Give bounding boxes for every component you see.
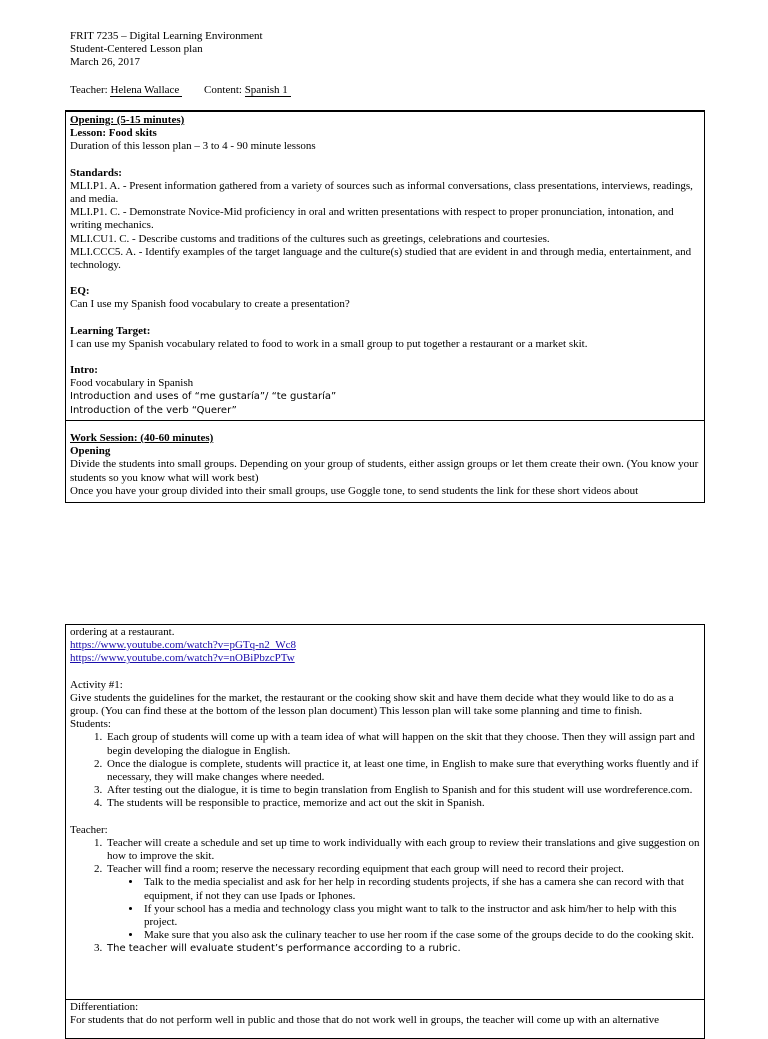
content-label: Content: — [204, 84, 245, 96]
standard-item: MLI.P1. A. - Present information gathered from a variety of sources such as informal conversations, class presentations, interviews, readings, and media. — [70, 179, 693, 206]
work-session-subheading: Opening — [70, 445, 111, 458]
student-step: 1. Each group of students will come up with a team idea of what will happen on the skit that they choose. Then they will assign part and begin developing the dialogue in English. — [105, 731, 700, 757]
teacher-step-text: Teacher will find a room; reserve the necessary recording equipment that each group will need to record their project. — [107, 863, 624, 876]
learning-target-heading: Learning Target: — [70, 324, 151, 337]
activity-section — [65, 624, 705, 1000]
opening-section — [65, 110, 705, 421]
activity-text: Give students the guidelines for the market, the restaurant or the cooking show skit and have them decide what they would like to do as a group. (You can find these at the bottom of the lesson plan document) This lesson plan will take some planning and time to finish. — [70, 691, 674, 718]
video-link-2[interactable]: https://www.youtube.com/watch?v=nOBiPbzcPTw — [70, 652, 295, 665]
eq-heading: EQ: — [70, 285, 90, 298]
lesson-duration: Duration of this lesson plan – 3 to 4 - 90 minute lessons — [70, 140, 316, 153]
standard-item: MLI.P1. C. - Demonstrate Novice-Mid proficiency in oral and written presentations with respect to proper pronunciation, intonation, and writing mechanics. — [70, 206, 674, 232]
teacher-label: Teacher: — [70, 84, 111, 96]
work-session-section — [65, 420, 705, 503]
teacher-name: Helena Wallace — [110, 84, 183, 96]
standard-item: MLI.CU1. C. - Describe customs and traditions of the cultures such as greetings, celebrations and courtesies. — [70, 232, 550, 245]
teacher-bullet: • Talk to the media specialist and ask for her help in recording students projects, if she has a camera she can record with that equipment, if not they can use Ipads or Iphones. — [142, 876, 700, 902]
differentiation-section — [65, 999, 705, 1039]
document-header — [70, 30, 710, 70]
differentiation-text: For students that do not perform well in public and those that do not work well in groups, the teacher will come up with an alternative — [70, 1014, 659, 1027]
work-session-heading: Work Session: (40-60 minutes) — [70, 432, 214, 444]
plan-type: Student-Centered Lesson plan — [70, 43, 203, 56]
standard-item: MLI.CCC5. A. - Identify examples of the target language and the culture(s) studied that are evident in and through media, entertainment, and technology. — [70, 245, 692, 272]
teacher-step-text: The teacher will evaluate student’s performance according to a rubric. — [107, 943, 461, 955]
course-title: FRIT 7235 – Digital Learning Environment — [70, 30, 263, 42]
teacher-content-line — [70, 84, 291, 97]
teacher-bullets — [107, 876, 700, 942]
teacher-bullet: • If your school has a media and technology class you might want to talk to the instructor and ask him/her to help with this project. — [142, 903, 700, 929]
student-step: 2. Once the dialogue is complete, students will practice it, at least one time, in English to make sure that everything works fluently and if necessary, they will make changes where needed. — [105, 758, 700, 784]
activity-heading: Activity #1: — [70, 678, 123, 691]
content-value: Spanish 1 — [244, 84, 291, 96]
teacher-label: Teacher: — [70, 823, 108, 836]
opening-heading: Opening: (5-15 minutes) — [70, 114, 185, 126]
intro-heading: Intro: — [70, 364, 98, 377]
teacher-step — [105, 942, 700, 955]
intro-item: Introduction of the verb “Querer” — [70, 404, 237, 416]
eq-text: Can I use my Spanish food vocabulary to create a presentation? — [70, 298, 350, 311]
students-label: Students: — [70, 718, 111, 731]
work-session-para: Once you have your group divided into their small groups, use Goggle tone, to send students the link for these short videos about — [70, 484, 639, 497]
differentiation-heading: Differentiation: — [70, 1001, 139, 1013]
intro-item: Introduction and uses of “me gustaría”/ “te gustaría” — [70, 391, 337, 403]
student-step: 4. The students will be responsible to practice, memorize and act out the skit in Spanish. — [105, 797, 700, 810]
student-step: 3. After testing out the dialogue, it is time to begin translation from English to Spanish and for this student will use wordreference.com. — [105, 784, 700, 797]
lesson-title: Lesson: Food skits — [70, 127, 157, 140]
teacher-step — [105, 863, 700, 942]
video-link-1[interactable]: https://www.youtube.com/watch?v=pGTq-n2_Wc8 — [70, 639, 297, 652]
students-steps — [70, 731, 700, 810]
learning-target-text: I can use my Spanish vocabulary related to food to work in a small group to put together a restaurant or a market skit. — [70, 337, 588, 350]
standards-heading: Standards: — [70, 166, 122, 179]
plan-date: March 26, 2017 — [70, 56, 140, 69]
continued-text: ordering at a restaurant. — [70, 626, 175, 638]
teacher-bullet: • Make sure that you also ask the culinary teacher to use her room if the case some of the groups decide to do the cooking skit. — [142, 929, 700, 942]
intro-item: Food vocabulary in Spanish — [70, 377, 194, 390]
work-session-para: Divide the students into small groups. Depending on your group of students, either assign groups or let them create their own. (You know your students so you know what will work best) — [70, 458, 699, 484]
teacher-steps — [70, 837, 700, 956]
teacher-step: 1. Teacher will create a schedule and set up time to work individually with each group to review their translations and give suggestion on how to improve the skit. — [105, 837, 700, 863]
